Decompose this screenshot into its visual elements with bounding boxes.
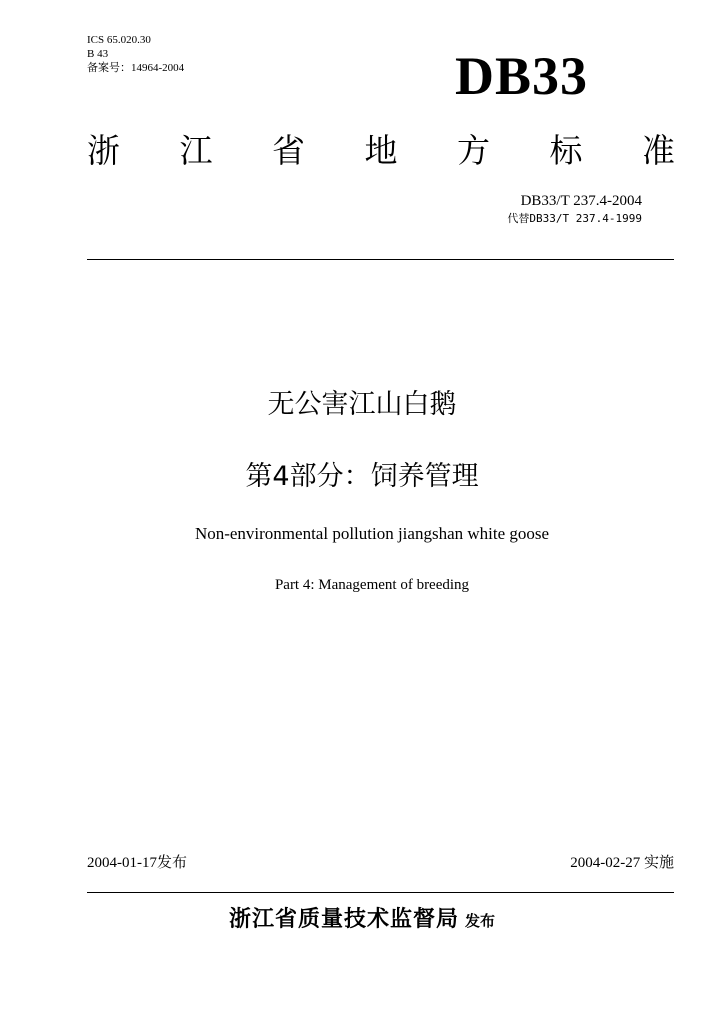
standard-title-char: 标 bbox=[549, 130, 583, 170]
publisher-name: 浙江省质量技术监督局 bbox=[228, 907, 459, 932]
publisher bbox=[0, 902, 724, 933]
standard-code: DB33/T 237.4-2004 bbox=[520, 193, 642, 209]
standard-title-char: 省 bbox=[272, 130, 305, 170]
standard-title-char: 浙 bbox=[87, 130, 120, 170]
standard-title-char: 地 bbox=[364, 130, 398, 170]
standard-title-char: 方 bbox=[457, 130, 490, 170]
classification-code: B 43 bbox=[87, 48, 109, 60]
issue-date-value: 2004-01-17 bbox=[87, 855, 157, 871]
header-divider bbox=[87, 259, 674, 260]
effective-date-value: 2004-02-27 bbox=[570, 855, 641, 871]
standard-title-char: 准 bbox=[642, 130, 675, 170]
effective-date-label: 实施 bbox=[643, 853, 674, 871]
document-metadata bbox=[87, 33, 184, 75]
issue-date bbox=[87, 852, 187, 873]
publisher-action: 发布 bbox=[465, 912, 496, 930]
ics-number: ICS 65.020.30 bbox=[87, 34, 151, 46]
standard-type-title bbox=[87, 126, 675, 170]
footer-divider bbox=[87, 892, 674, 893]
replaces-standard: 代替DB33/T 237.4-1999 bbox=[507, 212, 642, 225]
standard-title-char: 江 bbox=[179, 130, 213, 170]
effective-date bbox=[500, 852, 674, 873]
title-english: Non-environmental pollution jiangshan white goose bbox=[194, 524, 550, 543]
title-chinese-part: 第4部分：饲养管理 bbox=[245, 461, 479, 492]
filing-number: 备案号：14964-2004 bbox=[87, 62, 185, 74]
issue-date-label: 发布 bbox=[157, 853, 188, 871]
title-english-part: Part 4: Management of breeding bbox=[274, 577, 470, 593]
title-chinese: 无公害江山白鹅 bbox=[267, 389, 457, 420]
standard-brand-mark: DB33 bbox=[455, 46, 589, 106]
